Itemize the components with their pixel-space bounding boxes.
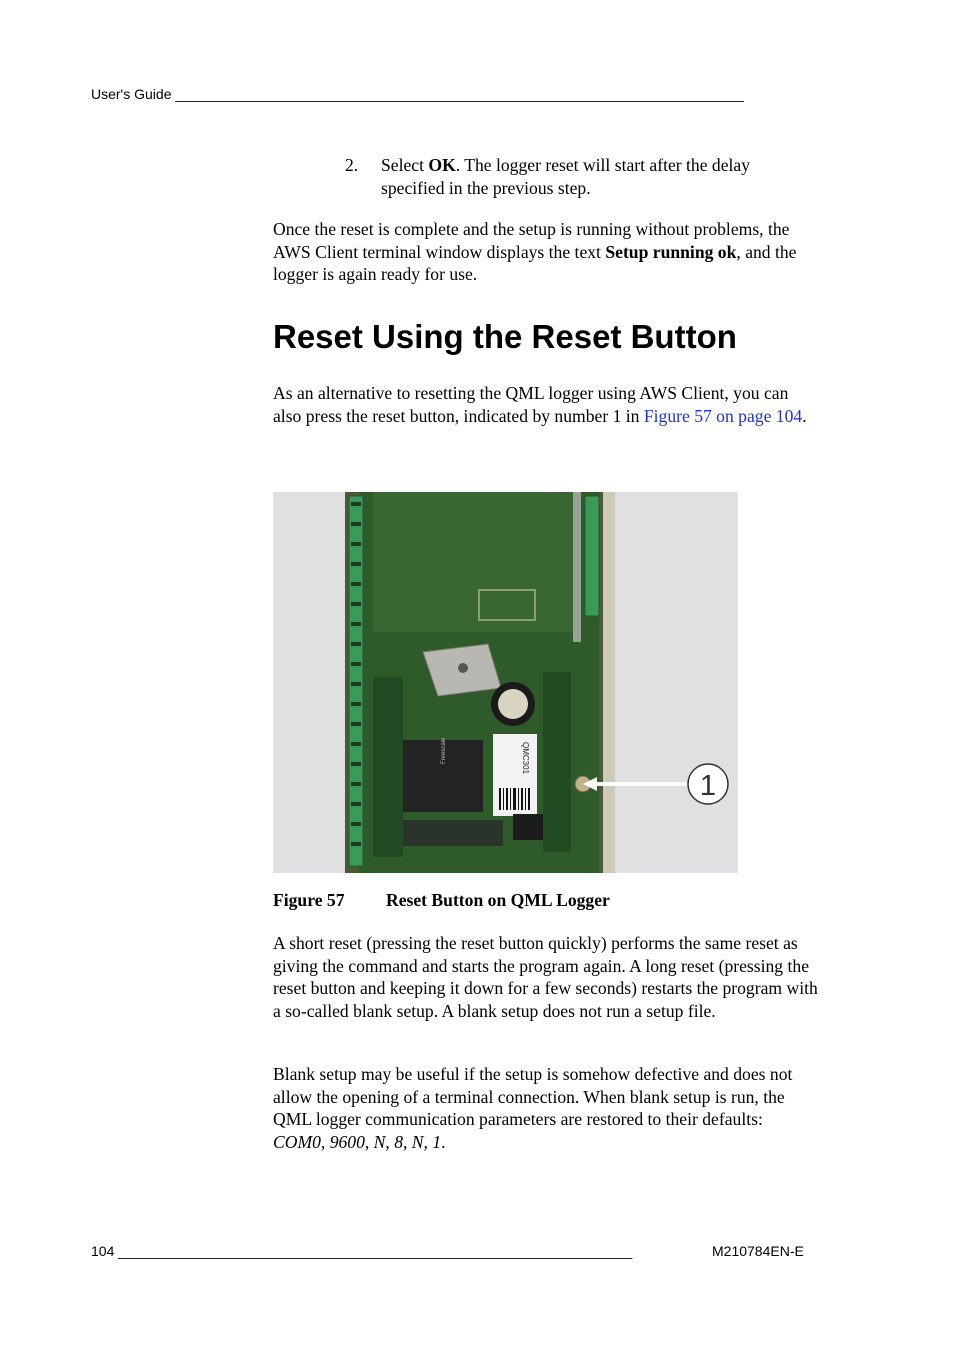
para1-pre: Once the reset is complete and the setup is running without problems, the AWS Client terminal window displays the text	[273, 219, 790, 262]
para4-pre: Blank setup may be useful if the setup is somehow defective and does not allow the opening of a terminal connection. When blank setup is run, the QML logger communication parameters are restored to their defaults:	[273, 1064, 793, 1129]
paragraph-alternative	[273, 382, 818, 427]
step-bold-ok: OK	[428, 155, 456, 175]
figure-link[interactable]: Figure 57 on page 104	[643, 405, 803, 426]
module-label: QMC301	[521, 742, 530, 775]
header-title: User's Guide	[91, 86, 172, 102]
step-text	[381, 154, 815, 199]
para4-italic: COM0, 9600, N, 8, N, 1	[273, 1131, 442, 1152]
paragraph-short-reset: A short reset (pressing the reset button quickly) performs the same reset as giving the command and starts the program again. A long reset (pressing the reset button and keeping it down for a few seconds) restarts the program with a so-called blank setup. A blank setup does not run a setup file.	[273, 933, 818, 1021]
step-pre: Select	[381, 155, 429, 175]
para2-pre: As an alternative to resetting the QML logger using AWS Client, you can also press the reset button, indicated by number 1 in	[273, 383, 789, 426]
caption-label: Figure 57	[273, 890, 345, 910]
section-heading: Reset Using the Reset Button	[273, 318, 737, 355]
step-number: 2.	[345, 155, 359, 175]
footer-rule: __________________________________________________________________	[118, 1243, 633, 1259]
para1-bold: Setup running ok	[605, 241, 737, 262]
caption-title: Reset Button on QML Logger	[386, 890, 610, 910]
ic-text: Freescale	[441, 737, 447, 764]
circuit-board-illustration	[273, 492, 738, 873]
step-post: . The logger reset will start after the delay specified in the previous step.	[381, 155, 751, 198]
paragraph-blank-setup	[273, 1063, 818, 1153]
callout-number: 1	[699, 770, 717, 802]
footer-page-number: 104	[91, 1243, 115, 1259]
footer-doc-code: M210784EN-E	[712, 1243, 804, 1259]
paragraph-setup-running	[273, 218, 818, 286]
para4-post: .	[441, 1131, 446, 1152]
para1-post: , and the logger is again ready for use.	[273, 241, 797, 284]
figure-photo	[273, 492, 738, 873]
page-header	[91, 86, 744, 102]
para2-post: .	[802, 405, 807, 426]
header-rule: _________________________________________________________________________	[175, 86, 744, 102]
page-footer	[91, 1243, 632, 1259]
